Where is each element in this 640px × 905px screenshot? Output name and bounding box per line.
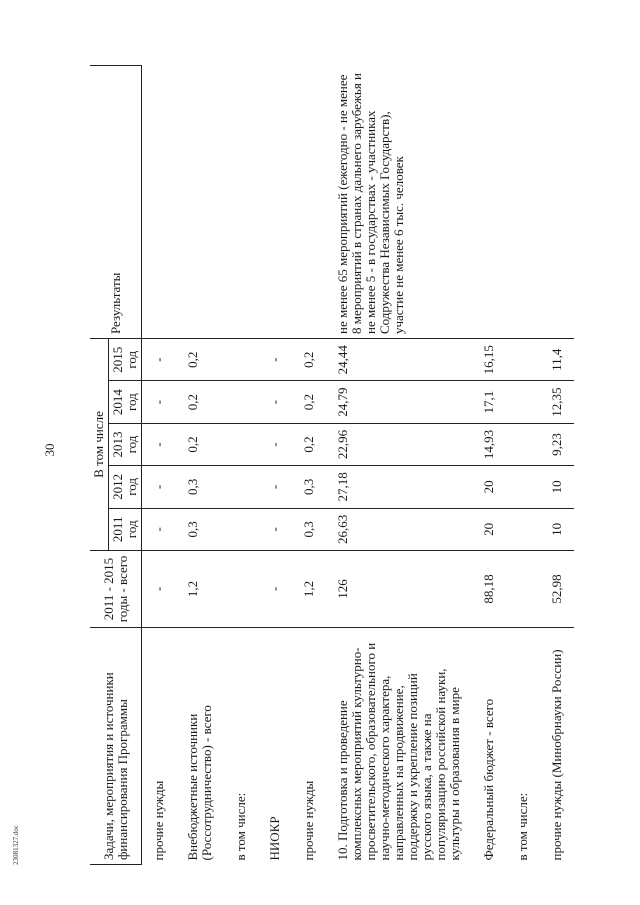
table-row (326, 66, 472, 865)
row-year-value: 22,96 (326, 423, 472, 465)
row-year-value: - (258, 423, 292, 465)
row-total: 126 (326, 551, 472, 628)
row-year-value (506, 423, 540, 465)
row-year-value: 0,3 (292, 466, 326, 508)
row-year-value: 12,35 (540, 381, 574, 423)
row-year-value: 9,23 (540, 423, 574, 465)
row-total: - (258, 551, 292, 628)
row-year-value: 10 (540, 466, 574, 508)
row-year-value: 0,3 (176, 466, 224, 508)
row-label: НИОКР (258, 628, 292, 865)
row-label: прочие нужды (292, 628, 326, 865)
row-year-value: 26,63 (326, 508, 472, 550)
header-year-2011: 2011 год (109, 508, 142, 550)
row-year-value: 16,15 (472, 339, 506, 381)
row-year-value: 27,18 (326, 466, 472, 508)
row-year-value (224, 339, 258, 381)
table-row (292, 66, 326, 865)
row-total (506, 551, 540, 628)
row-total: 1,2 (292, 551, 326, 628)
row-result (142, 66, 177, 339)
row-year-value: 0,3 (176, 508, 224, 550)
row-total (224, 551, 258, 628)
row-year-value: 24,79 (326, 381, 472, 423)
row-result (224, 66, 258, 339)
row-total: 88,18 (472, 551, 506, 628)
row-year-value (224, 381, 258, 423)
row-year-value: 0,2 (292, 339, 326, 381)
row-label: 10. Подготовка и проведение комплексных мероприятий культурно-просветительского, образовательного и научно-методического характера, направленных на продвижение, поддержку и укрепление позиций русского языка, а также на популяризацию российской науки, культуры и образования в мире (326, 628, 472, 865)
row-year-value: 0,2 (292, 423, 326, 465)
row-label: в том числе: (506, 628, 540, 865)
row-result (258, 66, 292, 339)
row-year-value: 0,2 (176, 423, 224, 465)
row-year-value: - (258, 466, 292, 508)
header-year-2013: 2013 год (109, 423, 142, 465)
row-year-value: 14,93 (472, 423, 506, 465)
row-year-value: 20 (472, 508, 506, 550)
row-year-value (224, 508, 258, 550)
row-result (292, 66, 326, 339)
header-year-2015: 2015 год (109, 339, 142, 381)
row-year-value: 0,2 (292, 381, 326, 423)
row-year-value: 17,1 (472, 381, 506, 423)
table-row (258, 66, 292, 865)
row-year-value: - (142, 381, 177, 423)
row-label: Федеральный бюджет - всего (472, 628, 506, 865)
row-year-value (506, 466, 540, 508)
header-results: Результаты (90, 66, 142, 339)
row-year-value: - (258, 381, 292, 423)
row-total: - (142, 551, 177, 628)
row-total: 1,2 (176, 551, 224, 628)
row-year-value: 20 (472, 466, 506, 508)
header-total: 2011 - 2015 годы - всего (90, 551, 142, 628)
row-year-value: - (142, 466, 177, 508)
row-total: 52,98 (540, 551, 574, 628)
program-funding-table (90, 65, 574, 865)
table-row (176, 66, 224, 865)
table-row (472, 66, 506, 865)
row-year-value (506, 381, 540, 423)
row-year-value: 0,2 (176, 339, 224, 381)
row-year-value: 0,2 (176, 381, 224, 423)
page-number: 30 (42, 443, 57, 457)
row-year-value (506, 339, 540, 381)
row-year-value: - (142, 339, 177, 381)
row-year-value (224, 423, 258, 465)
row-year-value (224, 466, 258, 508)
row-year-value: - (258, 339, 292, 381)
row-year-value: 0,3 (292, 508, 326, 550)
row-result: не менее 65 мероприятий (ежегодно - не менее 8 мероприятий в странах дальнего зарубежья и не менее 5 - в государствах - участниках Содружества Независимых Государств), участие не менее 6 тыс. человек (326, 66, 472, 339)
table-body (142, 66, 575, 865)
row-year-value: - (258, 508, 292, 550)
header-including: В том числе (90, 339, 109, 551)
row-result (506, 66, 540, 339)
row-year-value: 10 (540, 508, 574, 550)
row-label: в том числе: (224, 628, 258, 865)
header-year-2014: 2014 год (109, 381, 142, 423)
row-label: прочие нужды (142, 628, 177, 865)
table-row (142, 66, 177, 865)
table-row (506, 66, 540, 865)
table-header (90, 66, 142, 865)
row-result (176, 66, 224, 339)
row-year-value: 11,4 (540, 339, 574, 381)
row-year-value: 24,44 (326, 339, 472, 381)
row-year-value (506, 508, 540, 550)
footer-file-code: 23081327.doc (12, 825, 20, 865)
row-result (472, 66, 506, 339)
table-row (224, 66, 258, 865)
row-year-value: - (142, 423, 177, 465)
row-result (540, 66, 574, 339)
row-year-value: - (142, 508, 177, 550)
row-label: прочие нужды (Минобрнауки России) (540, 628, 574, 865)
header-tasks: Задачи, мероприятия и источники финансирования Программы (90, 628, 142, 865)
row-label: Внебюджетные источники (Россотрудничество) - всего (176, 628, 224, 865)
header-year-2012: 2012 год (109, 466, 142, 508)
rotated-table-container (90, 65, 640, 865)
table-row (540, 66, 574, 865)
